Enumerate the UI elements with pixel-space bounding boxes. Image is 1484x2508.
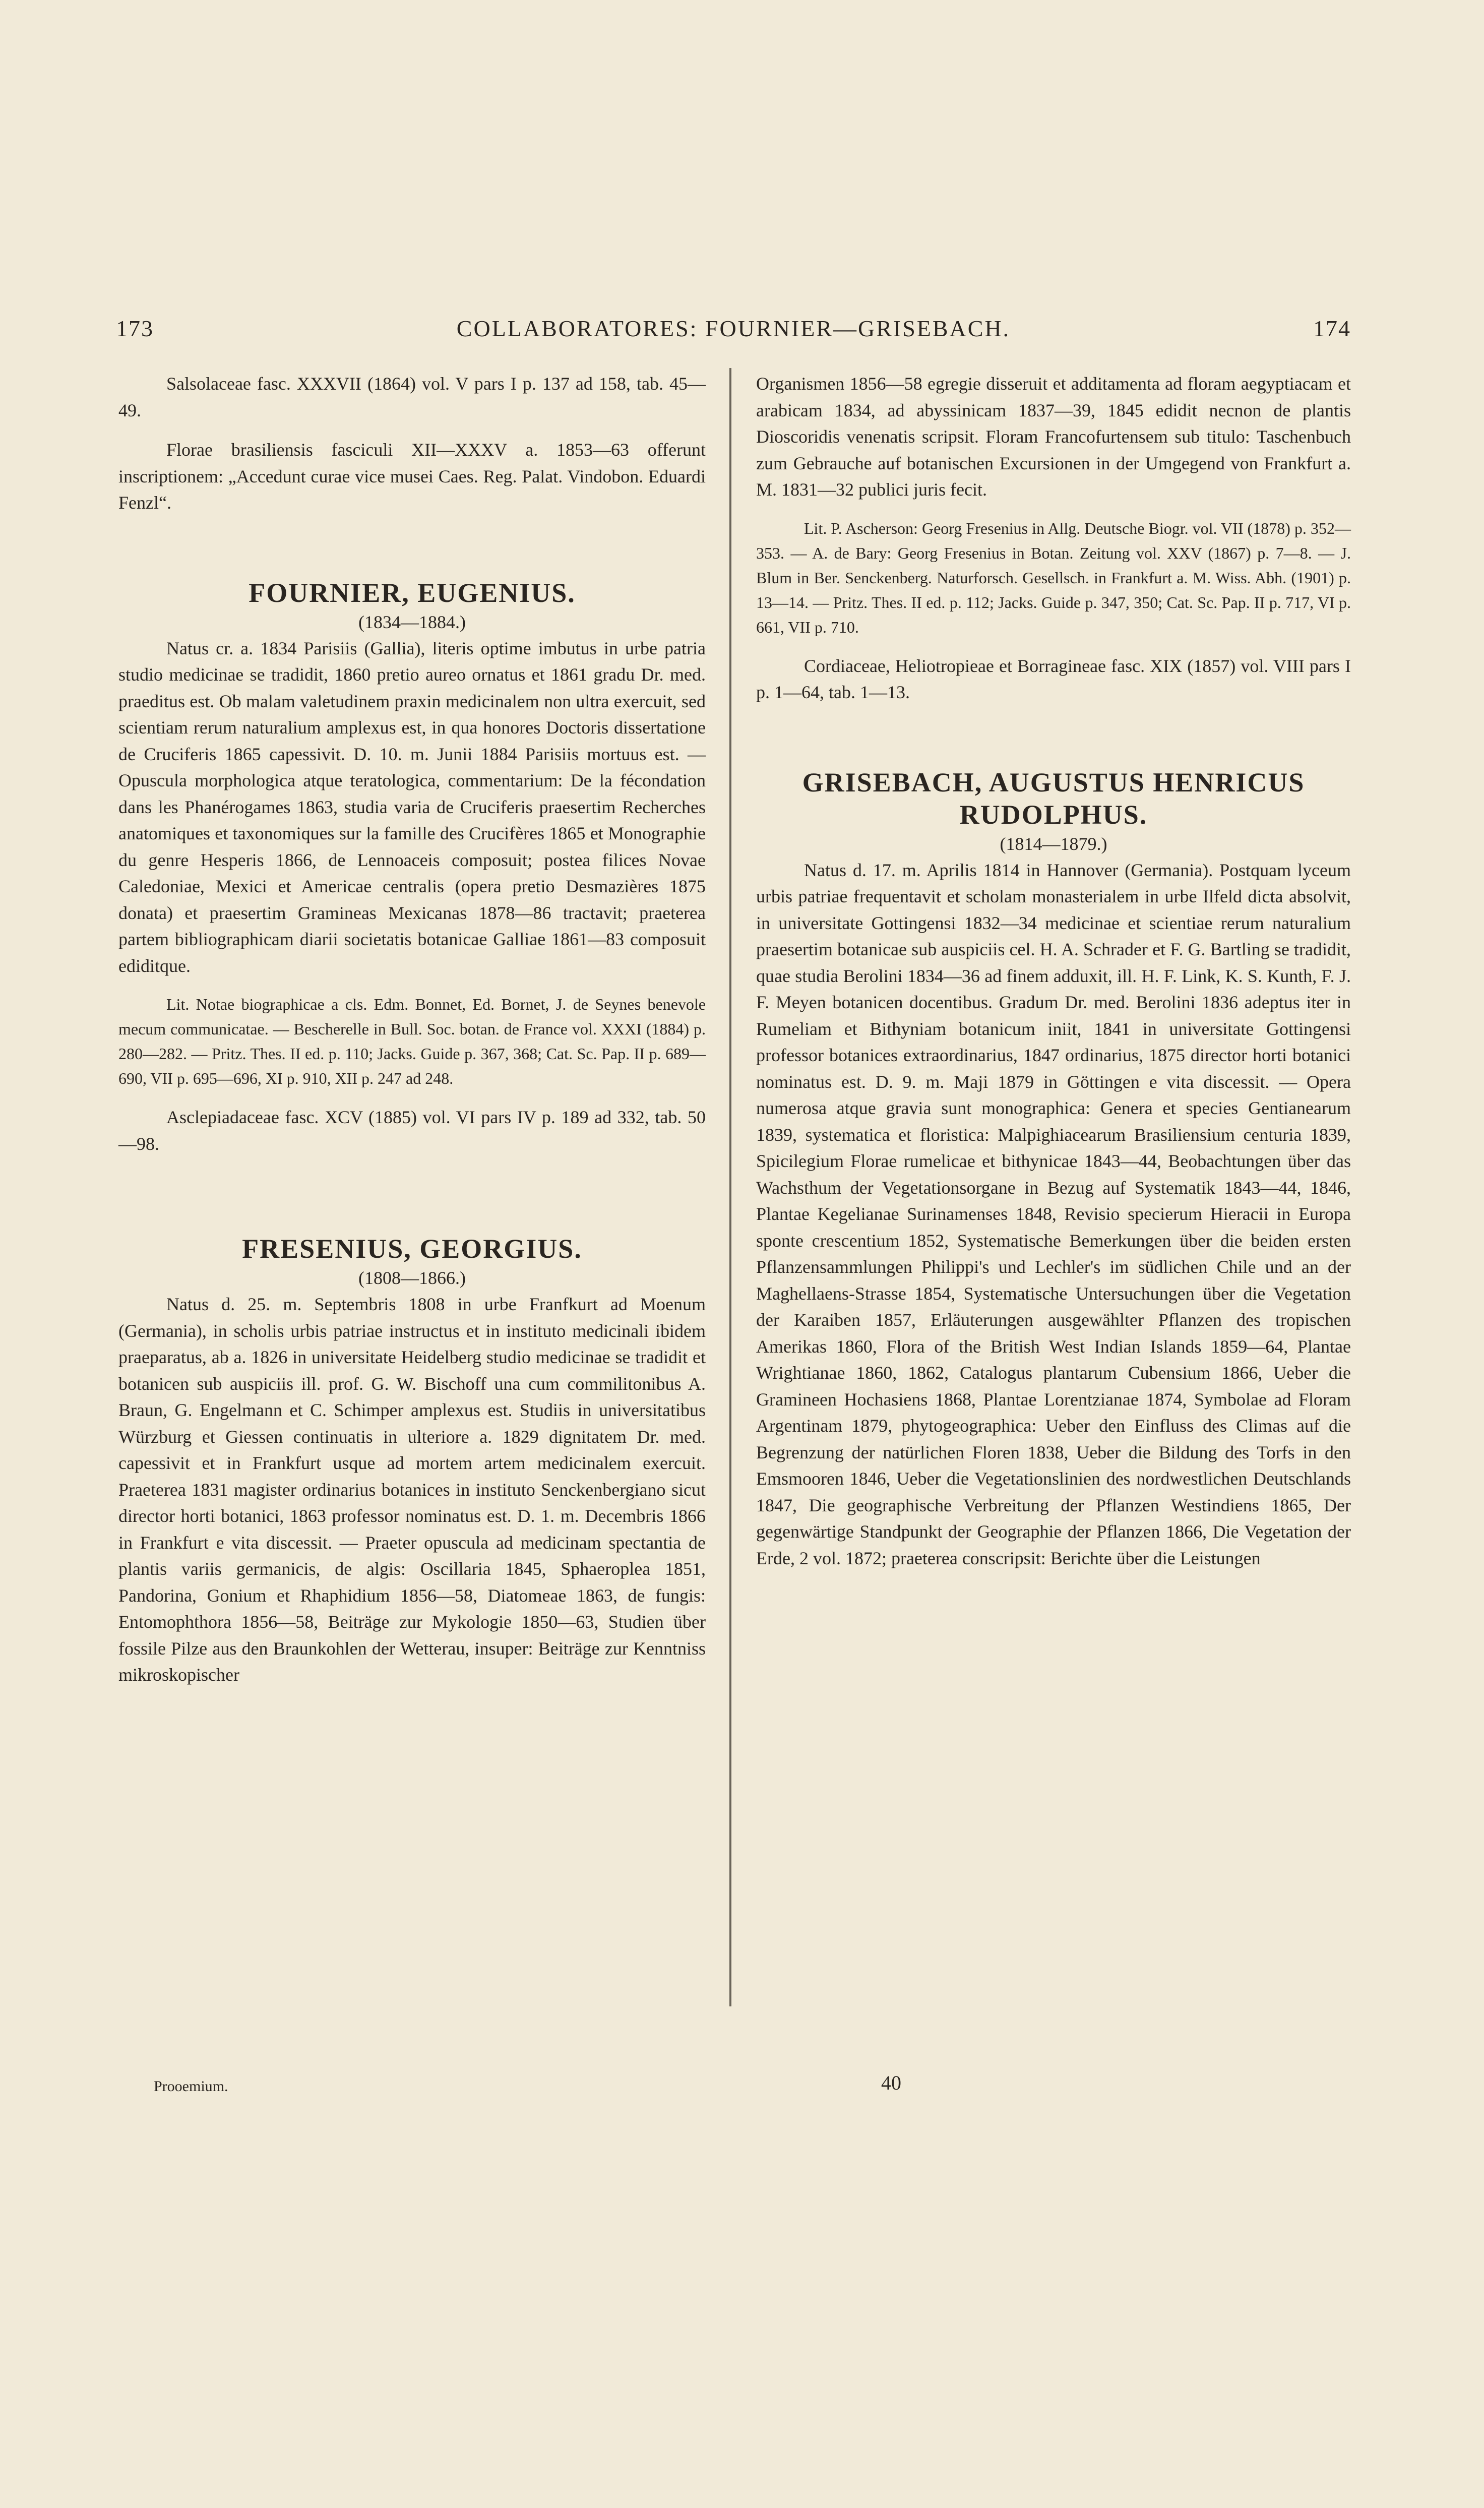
running-title: COLLABORATORES: FOURNIER—GRISEBACH. bbox=[456, 316, 1011, 341]
entry-dates-fresenius: (1808—1866.) bbox=[358, 1268, 466, 1288]
footer-prooemium: Prooemium. bbox=[154, 2078, 228, 2095]
entry-heading-fournier: FOURNIER, EUGENIUS. bbox=[249, 577, 576, 608]
biography-fournier: Natus cr. a. 1834 Parisiis (Gallia), literis optime imbutus in urbe patria studio medicinae se tradidit, 1860 pretio aureo ornatus et 1861 gradu Dr. med. praeditus est. Ob malam valetudinem praxin medicinalem non ultra exercuit, sed scientiam rerum naturalium amplexus est, in qua honores Doctoris dissertatione de Cruciferis 1865 capessivit. D. 10. m. Junii 1884 Parisiis mortuus est. — Opuscula morphologica atque teratologica, commentarium: De la fécondation dans les Phanérogames 1863, studia varia de Cruciferis praesertim Recherches anatomiques et taxonomiques sur la famille des Crucifères 1865 et Monographie du genre Hesperis 1866, de Lennoaceis composuit; postea filices Novae Caledoniae, Mexici et Americae centralis (opera pretio Desmazières 1875 donata) et praesertim Gramineas Mexicanas 1878—86 tractavit; praeterea partem bibliographicam diarii societatis botanicae Galliae 1861—83 composuit ediditque. bbox=[118, 638, 706, 976]
contribution-fournier: Asclepiadaceae fasc. XCV (1885) vol. VI pars IV p. 189 ad 332, tab. 50—98. bbox=[118, 1107, 706, 1154]
footer-signature-number: 40 bbox=[881, 2071, 901, 2094]
left-column bbox=[118, 371, 706, 1688]
biography-fresenius: Natus d. 25. m. Septembris 1808 in urbe Franfkurt ad Moenum (Germania), in scholis urbis patriae instructus et in instituto medicinali ibidem praeparatus, ab a. 1826 in universitate Heidelberg studio medicinae se tradidit et botanicen sub auspiciis ill. prof. G. W. Bischoff una cum commilitonibus A. Braun, G. Engelmann et C. Schimper amplexus est. Studiis in universitatibus Würzburg et Giessen continuatis in ulteriore a. 1829 dignitatem Dr. med. capessivit et in Frankfurt usque ad mortem artem medicinalem exercuit. Praeterea 1831 magister ordinarius botanices in instituto Senckenbergiano sicut director horti botanici, 1863 professor nominatus est. D. 1. m. Decembris 1866 in Frankfurt e vita discessit. — Praeter opuscula ad medicinam spectantia de plantis variis germanicis, de algis: Oscillaria 1845, Sphaeroplea 1851, Pandorina, Gonium et Rhaphidium 1856—58, Diatomeae 1863, de fungis: Entomophthora 1856—58, Beiträge zur Mykologie 1850—63, Studien über fossile Pilze aus den Braunkohlen der Wetterau, insuper: Beiträge zur Kenntniss mikroskopischer bbox=[118, 1294, 706, 1685]
entry-dates-fournier: (1834—1884.) bbox=[358, 611, 466, 632]
florae-brasiliensis-note: Florae brasiliensis fasciculi XII—XXXV a. 1853—63 offerunt inscriptionem: „Accedunt curae vice musei Caes. Reg. Palat. Vindobon. Eduardi Fenzl“. bbox=[118, 440, 706, 513]
literature-fournier: Lit. Notae biographicae a cls. Edm. Bonnet, Ed. Bornet, J. de Seynes benevole mecum communicatae. — Bescherelle in Bull. Soc. botan. de France vol. XXXI (1884) p. 280—282. — Pritz. Thes. II ed. p. 110; Jacks. Guide p. 367, 368; Cat. Sc. Pap. II p. 689—690, VII p. 695—696, XI p. 910, XII p. 247 ad 248. bbox=[118, 995, 706, 1087]
contribution-fresenius: Cordiaceae, Heliotropieae et Borragineae fasc. XIX (1857) vol. VIII pars I p. 1—64, tab. 1—13. bbox=[756, 655, 1351, 702]
entry-heading-grisebach-line1: GRISEBACH, AUGUSTUS HENRICUS bbox=[802, 767, 1305, 798]
running-head bbox=[116, 315, 1351, 350]
biography-fresenius-continued: Organismen 1856—58 egregie disseruit et additamenta ad floram aegyptiacam et arabicam 1834, ad abyssinicam 1837—39, 1845 edidit necnon de plantis Dioscoridis venenatis scripsit. Floram Francofurtensem sub titulo: Taschenbuch zum Gebrauche auf botanischen Excursionen in der Umgegend von Frankfurt a. M. 1831—32 publici juris fecit. bbox=[756, 374, 1351, 500]
right-column bbox=[756, 371, 1351, 1571]
literature-fresenius: Lit. P. Ascherson: Georg Fresenius in Allg. Deutsche Biogr. vol. VII (1878) p. 352—353. — A. de Bary: Georg Fresenius in Botan. Zeitung vol. XXV (1867) p. 7—8. — J. Blum in Ber. Senckenberg. Naturforsch. Gesellsch. in Frankfurt a. M. Wiss. Abh. (1901) p. 13—14. — Pritz. Thes. II ed. p. 112; Jacks. Guide p. 347, 350; Cat. Sc. Pap. II p. 717, VI p. 661, VII p. 710. bbox=[756, 519, 1351, 636]
entry-heading-grisebach-line2: RUDOLPHUS. bbox=[959, 799, 1148, 830]
entry-dates-grisebach: (1814—1879.) bbox=[1000, 833, 1107, 854]
salsolaceae-contribution: Salsolaceae fasc. XXXVII (1864) vol. V pars I p. 137 ad 158, tab. 45—49. bbox=[118, 374, 706, 420]
page-number-left: 173 bbox=[116, 316, 154, 341]
biography-grisebach: Natus d. 17. m. Aprilis 1814 in Hannover (Germania). Postquam lyceum urbis patriae frequentavit et scholam monasterialem in urbe Ilfeld dicta absolvit, in universitate Gottingensi 1832—34 medicinae et scientiae rerum naturalium praesertim botanicae sub auspiciis cel. H. A. Schrader et F. G. Bartling se tradidit, quae studia Berolini 1834—36 ad finem adduxit, ill. H. F. Link, K. S. Kunth, F. J. F. Meyen botanicen docentibus. Gradum Dr. med. Berolini 1836 adeptus iter in Rumeliam et Bithyniam botanicum iniit, 1841 in universitate Gottingensi professor botanices extraordinarius, 1847 ordinarius, 1875 director horti botanici nominatus est. D. 9. m. Maji 1879 in Göttingen e vita discessit. — Opera numerosa atque gravia sunt monographica: Genera et species Gentianearum 1839, systematica et floristica: Malpighiacearum Brasiliensium centuria 1839, Spicilegium Florae rumelicae et bithynicae 1843—44, Beobachtungen über das Wachsthum der Vegetationsorgane in Bezug auf Systematik 1843—44, 1846, Plantae Kegelianae Surinamenses 1848, Revisio specierum Hieracii in Europa sponte crescentium 1852, Systematische Bemerkungen über die beiden ersten Pflanzensammlungen Philippi's und Lechler's im südlichen Chile und an der Maghellaens-Strasse 1854, Systematische Untersuchungen über die Vegetation der Karaiben 1857, Erläuterungen ausgewählter Pflanzen des tropischen Amerikas 1860, Flora of the British West Indian Islands 1859—64, Plantae Wrightianae 1860, 1862, Catalogus plantarum Cubensium 1866, Ueber die Gramineen Hochasiens 1868, Plantae Lorentzianae 1874, Symbolae ad Floram Argentinam 1879, phytogeographica: Ueber den Einfluss des Climas auf die Begrenzung der natürlichen Floren 1838, Ueber die Bildung des Torfs in den Emsmooren 1846, Ueber die Vegetationslinien des nordwestlichen Deutschlands 1847, Die geographische Verbreitung der Pflanzen Westindiens 1865, Der gegenwärtige Standpunkt der Geographie der Pflanzen 1866, Die Vegetation der Erde, 2 vol. 1872; praeterea conscripsit: Berichte über die Leistungen bbox=[756, 860, 1351, 1568]
page-number-right: 174 bbox=[1313, 316, 1351, 341]
entry-heading-fresenius: FRESENIUS, GEORGIUS. bbox=[242, 1234, 582, 1264]
column-divider bbox=[729, 368, 731, 2006]
